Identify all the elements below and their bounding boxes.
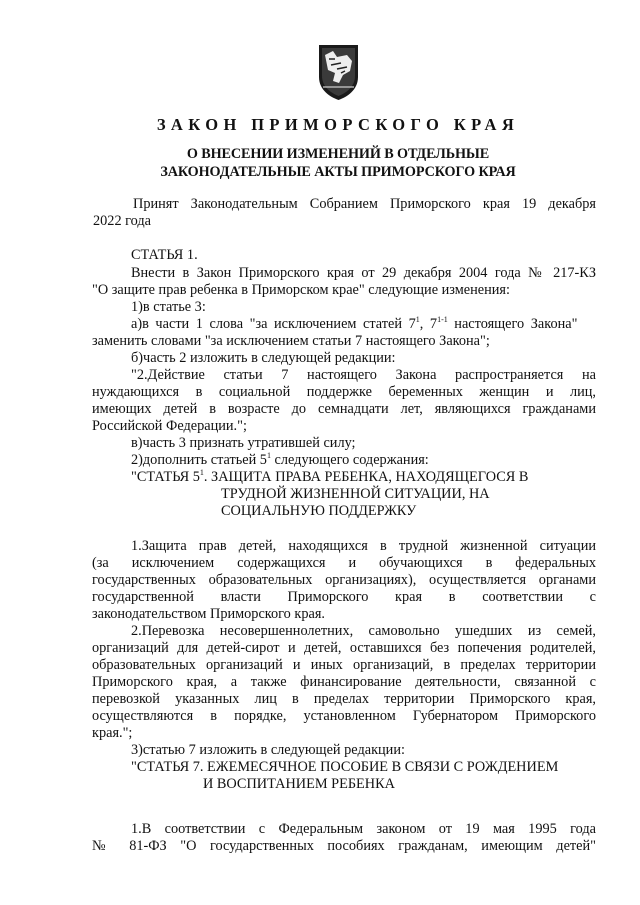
article-1-intro-1: Внести в Закон Приморского края от 29 декабря 2004 года № 217-КЗ bbox=[131, 265, 596, 281]
article-1-intro-2: "О защите прав ребенка в Приморском крае" следующие изменения: bbox=[92, 282, 510, 298]
article-5-1-p2-line-2: организаций для детей-сирот и детей, оставшихся без попечения родителей, bbox=[92, 640, 596, 656]
article-5-1-p2-line-1: 2.Перевозка несовершеннолетних, самовольно ушедших из семей, bbox=[131, 623, 596, 639]
article-5-1-p1-line-3: государственных образовательных организациях), осуществляется органами bbox=[92, 572, 596, 588]
law-title: ЗАКОН ПРИМОРСКОГО КРАЯ bbox=[156, 115, 520, 134]
item-2-text-pre: 2)дополнить статьей 5 bbox=[131, 452, 267, 468]
primorye-coat-of-arms-tiger-icon bbox=[317, 43, 360, 101]
item-1a-text-post: настоящего Закона" bbox=[447, 316, 578, 332]
item-3: 3)статью 7 изложить в следующей редакции: bbox=[131, 742, 405, 758]
item-2 bbox=[131, 452, 429, 469]
article-7-p1-line-2: № 81-ФЗ "О государственных пособиях гражданам, имеющим детей" bbox=[92, 838, 596, 854]
item-1a-text-mid: , 7 bbox=[419, 316, 438, 332]
article-5-1-p1-line-4: государственной власти Приморского края в соответствии с bbox=[92, 589, 596, 605]
article-5-1-p1-line-5: законодательством Приморского края. bbox=[92, 606, 325, 622]
article-5-1-heading-line-2: ТРУДНОЙ ЖИЗНЕННОЙ СИТУАЦИИ, НА bbox=[221, 486, 490, 502]
item-1a-sup-1: 1 bbox=[415, 315, 420, 324]
item-1a-sup-2: 1-1 bbox=[437, 315, 448, 324]
article-7-p1-line-1: 1.В соответствии с Федеральным законом от 19 мая 1995 года bbox=[131, 821, 596, 837]
article-7-heading-line-2: И ВОСПИТАНИЕМ РЕБЕНКА bbox=[203, 776, 395, 792]
law-subtitle-line-2: ЗАКОНОДАТЕЛЬНЫЕ АКТЫ ПРИМОРСКОГО КРАЯ bbox=[160, 164, 516, 180]
article-5-1-heading-sup: 1 bbox=[199, 468, 204, 477]
item-1: 1)в статье 3: bbox=[131, 299, 206, 315]
article-7-heading-line-1: "СТАТЬЯ 7. ЕЖЕМЕСЯЧНОЕ ПОСОБИЕ В СВЯЗИ С РОЖДЕНИЕМ bbox=[131, 759, 559, 775]
article-1-heading: СТАТЬЯ 1. bbox=[131, 247, 198, 263]
article-5-1-p2-line-7: края."; bbox=[92, 725, 133, 741]
article-5-1-p2-line-5: перевозкой указанных лиц в пределах территории Приморского края, bbox=[92, 691, 596, 707]
article-5-1-heading-pre: "СТАТЬЯ 5 bbox=[131, 469, 200, 485]
article-5-1-p2-line-4: Приморского края, а также финансирование деятельности, связанной с bbox=[92, 674, 596, 690]
article-5-1-p1-line-1: 1.Защита прав детей, находящихся в трудной жизненной ситуации bbox=[131, 538, 596, 554]
article-5-1-heading-line-3: СОЦИАЛЬНУЮ ПОДДЕРЖКУ bbox=[221, 503, 417, 519]
item-2-text-post: следующего содержания: bbox=[270, 452, 429, 468]
quote-2-line-4: Российской Федерации."; bbox=[92, 418, 247, 434]
article-5-1-p1-line-2: (за исключением содержащихся и обучающихся в федеральных bbox=[92, 555, 596, 571]
adopted-line-2: 2022 года bbox=[93, 213, 152, 229]
article-5-1-heading-line-1 bbox=[131, 469, 528, 486]
quote-2-line-3: имеющих детей в возрасте до семнадцати лет, являющихся гражданами bbox=[92, 401, 596, 417]
item-1a-line-1 bbox=[131, 316, 596, 333]
item-1v: в)часть 3 признать утратившей силу; bbox=[131, 435, 356, 451]
quote-2-line-2: нуждающихся в социальной поддержке беременных женщин и лиц, bbox=[92, 384, 596, 400]
quote-2-line-1: "2.Действие статьи 7 настоящего Закона распространяется на bbox=[131, 367, 596, 383]
item-2-sup: 1 bbox=[266, 451, 271, 460]
article-5-1-heading-post: . ЗАЩИТА ПРАВА РЕБЕНКА, НАХОДЯЩЕГОСЯ В bbox=[203, 469, 529, 485]
adopted-line-1: Принят Законодательным Собранием Приморского края 19 декабря bbox=[133, 196, 596, 212]
item-1b: б)часть 2 изложить в следующей редакции: bbox=[131, 350, 396, 366]
item-1a-line-2: заменить словами "за исключением статьи 7 настоящего Закона"; bbox=[92, 333, 490, 349]
article-5-1-p2-line-6: осуществляются в порядке, установленном Губернатором Приморского bbox=[92, 708, 596, 724]
law-subtitle-line-1: О ВНЕСЕНИИ ИЗМЕНЕНИЙ В ОТДЕЛЬНЫЕ bbox=[186, 146, 490, 162]
article-5-1-p2-line-3: образовательных организаций и иных организаций, в пределах территории bbox=[92, 657, 596, 673]
item-1a-text-pre: а)в части 1 слова "за исключением статей 7 bbox=[131, 316, 416, 332]
